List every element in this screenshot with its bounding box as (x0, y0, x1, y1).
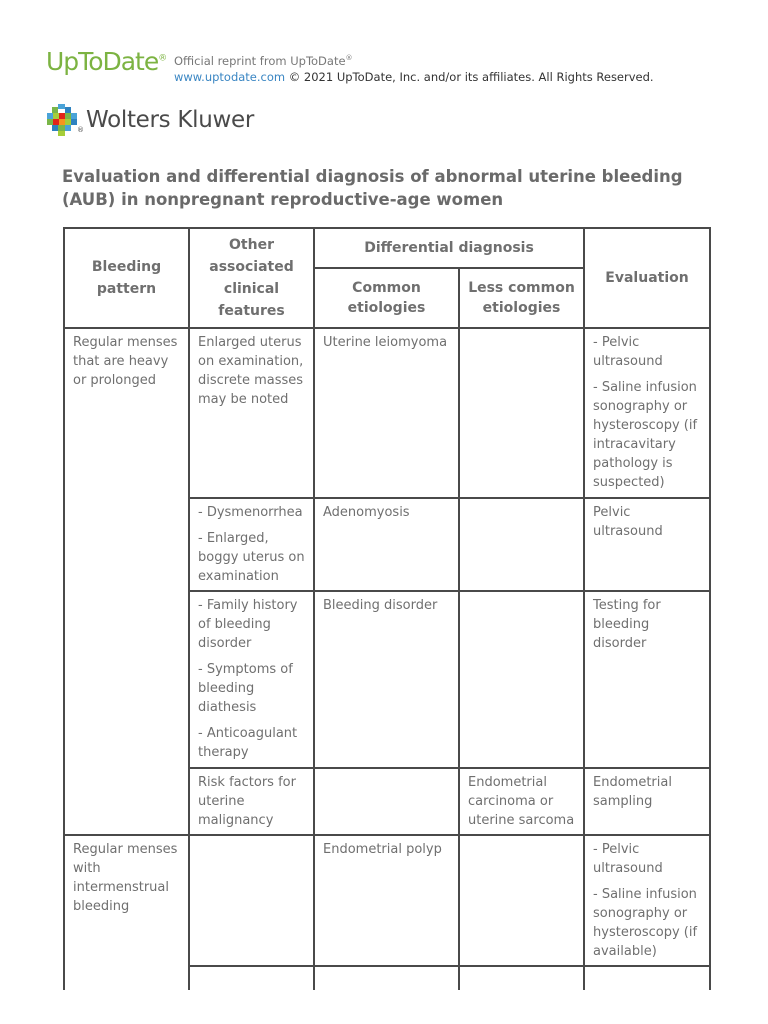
evaluation-item: Endometrial sampling (593, 775, 672, 809)
feature-item: - Anticoagulant therapy (198, 726, 298, 760)
aub-table (63, 227, 711, 1007)
common-etiology-cell: Uterine leiomyoma (314, 328, 459, 498)
page-title: Evaluation and differential diagnosis of abnormal uterine bleeding (AUB) in nonpregnant reproductive-age women (62, 167, 683, 209)
evaluation-item: - Pelvic ultrasound (593, 335, 663, 369)
header-differential-diagnosis: Differential diagnosis (314, 228, 584, 268)
table-header-row (64, 228, 710, 268)
header-common-etiologies: Common etiologies (314, 268, 459, 328)
less-common-etiology-cell (459, 328, 584, 498)
less-common-etiology-cell (459, 591, 584, 768)
evaluation-item: - Saline infusion sonography or hysteroscopy (if intracavitary pathology is suspected) (593, 380, 698, 490)
features-cell (189, 591, 314, 768)
feature-item: - Dysmenorrhea (198, 505, 303, 520)
copyright-line (174, 69, 654, 85)
less-common-etiology-cell (459, 498, 584, 591)
bleeding-pattern-cell: Regular menses that are heavy or prolonged (64, 328, 189, 835)
common-etiology-cell: Adenomyosis (314, 498, 459, 591)
evaluation-cell (584, 498, 710, 591)
table-row (64, 328, 710, 498)
reprint-line: Official reprint from UpToDate® (174, 53, 353, 68)
header-bleeding-pattern: Bleeding pattern (64, 228, 189, 328)
less-common-etiology-cell (459, 835, 584, 966)
features-cell (189, 768, 314, 835)
common-etiology-cell: Endometrial polyp (314, 835, 459, 966)
features-cell (189, 835, 314, 966)
header-other-features: Other associated clinical features (189, 228, 314, 328)
evaluation-item: Testing for bleeding disorder (593, 598, 661, 651)
feature-item: - Enlarged, boggy uterus on examination (198, 531, 305, 584)
publisher-name: Wolters Kluwer (86, 107, 255, 133)
evaluation-cell (584, 835, 710, 966)
common-etiology-cell (314, 768, 459, 835)
header-less-common-etiologies: Less common etiologies (459, 268, 584, 328)
features-cell (189, 328, 314, 498)
table-row (64, 835, 710, 966)
bleeding-pattern-cell: Regular menses with intermenstrual bleeding (64, 835, 189, 1006)
feature-item: Risk factors for uterine malignancy (198, 775, 296, 828)
evaluation-item: Pelvic ultrasound (593, 505, 663, 539)
feature-item: - Symptoms of bleeding diathesis (198, 662, 293, 715)
evaluation-cell (584, 328, 710, 498)
header-evaluation: Evaluation (584, 228, 710, 328)
wolters-kluwer-mark-icon (46, 104, 78, 136)
uptodate-logo: UpToDate® (46, 47, 167, 76)
page-bottom-margin (0, 990, 768, 1024)
evaluation-item: - Saline infusion sonography or hysteroscopy (if available) (593, 887, 698, 959)
feature-item: Enlarged uterus on examination, discrete masses may be noted (198, 335, 304, 407)
reprint-notice (174, 50, 654, 85)
uptodate-link[interactable]: www.uptodate.com (174, 69, 286, 84)
less-common-etiology-cell: Endometrial carcinoma or uterine sarcoma (459, 768, 584, 835)
evaluation-cell (584, 591, 710, 768)
features-cell (189, 498, 314, 591)
evaluation-item: - Pelvic ultrasound (593, 842, 663, 876)
evaluation-cell (584, 768, 710, 835)
common-etiology-cell: Bleeding disorder (314, 591, 459, 768)
publisher-registered-mark: ® (77, 126, 84, 134)
feature-item: - Family history of bleeding disorder (198, 598, 298, 651)
rights-text: © 2021 UpToDate, Inc. and/or its affiliates. All Rights Reserved. (285, 69, 654, 84)
